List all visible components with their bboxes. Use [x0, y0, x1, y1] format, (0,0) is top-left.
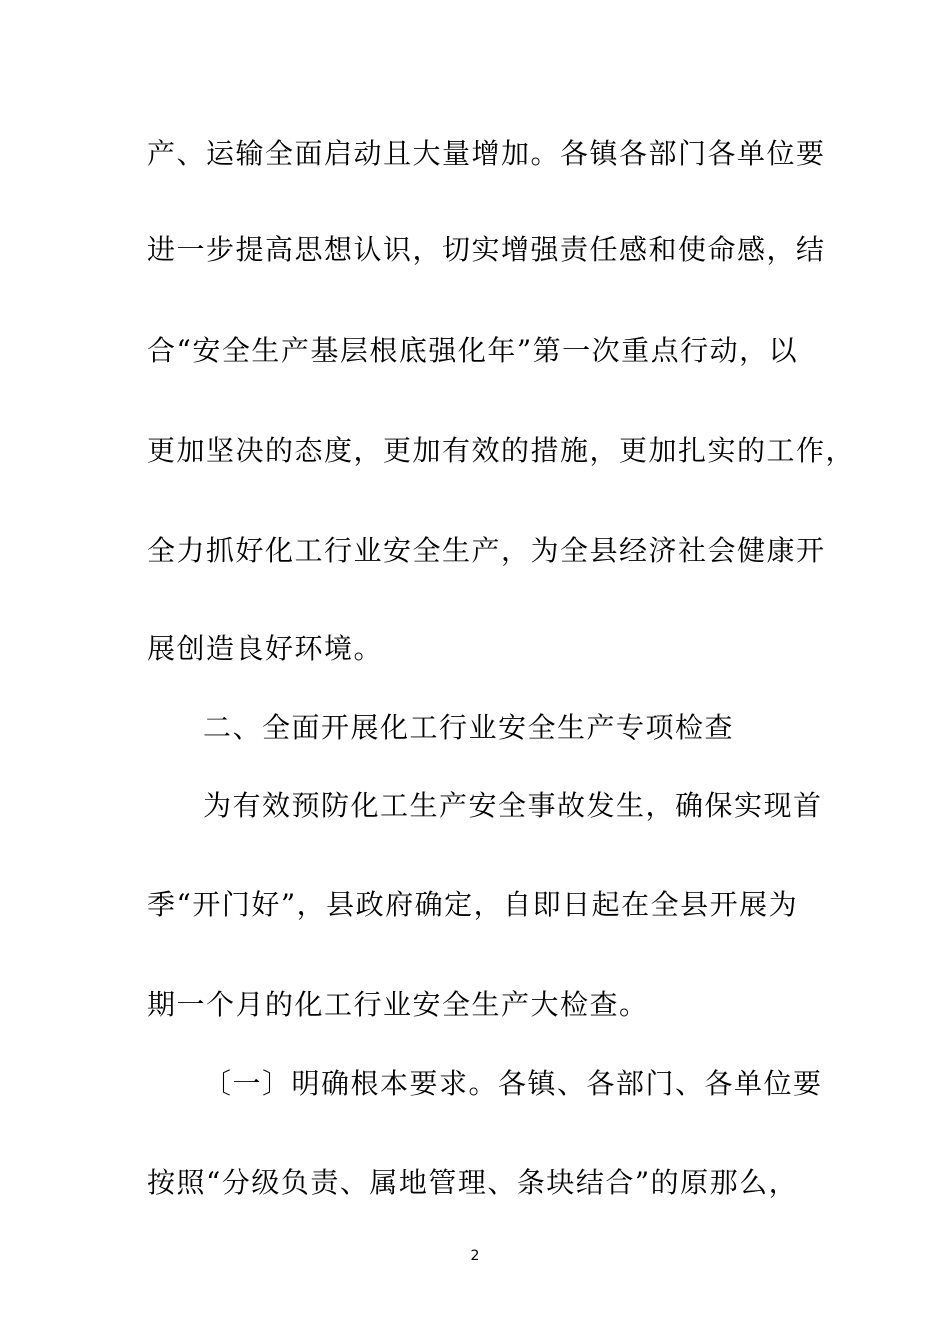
- body-text-line: 〔一〕明确根本要求。各镇、各部门、各单位要: [203, 1067, 823, 1100]
- body-text-line: 为有效预防化工生产安全事故发生，确保实现首: [203, 789, 823, 822]
- body-text-line: 按照“分级负责、属地管理、条块结合”的原那么，: [147, 1166, 799, 1199]
- section-heading: 二、全面开展化工行业安全生产专项检查: [203, 711, 735, 744]
- body-text-line: 展创造良好环境。: [147, 632, 384, 665]
- body-text-line: 期一个月的化工行业安全生产大检查。: [147, 988, 649, 1021]
- body-text-line: 合“安全生产基层根底强化年”第一次重点行动，以: [147, 334, 799, 367]
- body-text-line: 季“开门好”，县政府确定，自即日起在全县开展为: [147, 888, 799, 921]
- page-number: 2: [470, 1248, 480, 1264]
- body-text-line: 更加坚决的态度，更加有效的措施，更加扎实的工作，: [147, 434, 856, 467]
- body-text-line: 产、运输全面启动且大量增加。各镇各部门各单位要: [147, 137, 826, 170]
- body-text-line: 进一步提高思想认识，切实增强责任感和使命感，结: [147, 233, 826, 266]
- body-text-line: 全力抓好化工行业安全生产，为全县经济社会健康开: [147, 534, 826, 567]
